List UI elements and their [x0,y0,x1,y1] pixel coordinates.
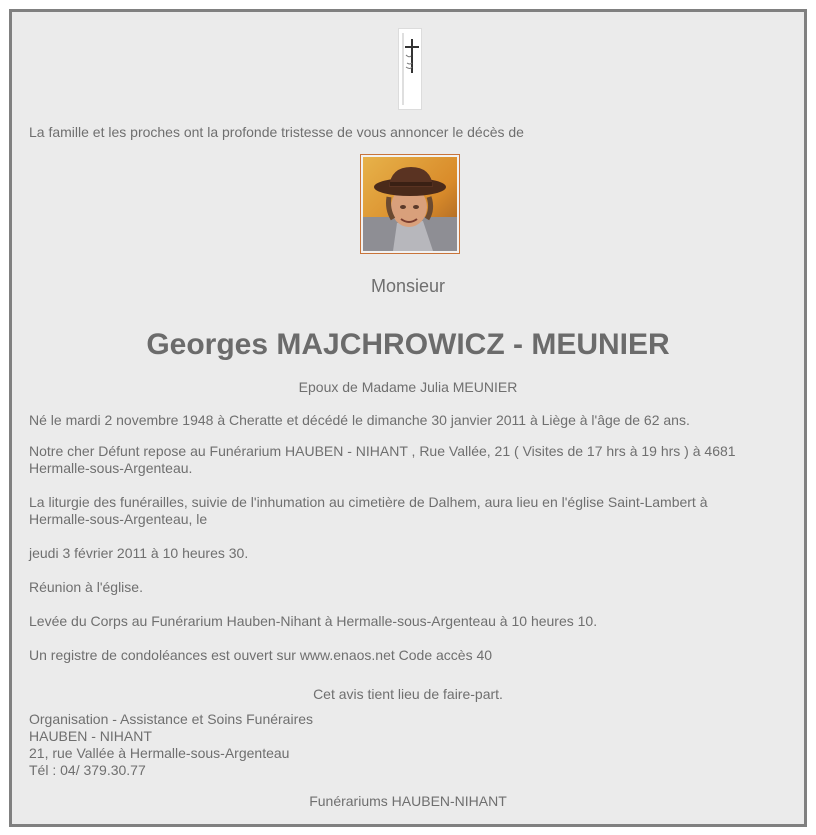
portrait-photo [360,154,460,254]
birth-death-text: Né le mardi 2 novembre 1948 à Cheratte et décédé le dimanche 30 janvier 2011 à Liège à l'âge de 62 ans. [29,412,690,428]
honorific: Monsieur [370,276,446,296]
obituary-card [9,9,807,827]
spouse-line: Epoux de Madame Julia MEUNIER [298,379,518,395]
liturgy-text: La liturgie des funérailles, suivie de l'inhumation au cimetière de Dalhem, aura lieu en l'église Saint-Lambert à Hermalle-sous-Argenteau, le [29,494,708,527]
levee-text: Levée du Corps au Funérarium Hauben-Nihant à Hermalle-sous-Argenteau à 10 heures 10. [29,613,598,629]
organisation-line: 21, rue Vallée à Hermalle-sous-Argenteau [29,745,290,761]
faire-part-text: Cet avis tient lieu de faire-part. [313,686,503,702]
organisation-block [29,711,769,779]
ceremony-date: jeudi 3 février 2011 à 10 heures 30. [29,545,249,561]
organisation-line: Organisation - Assistance et Soins Funéraires [29,711,314,727]
footer-text: Funérariums HAUBEN-NIHANT [309,793,507,809]
meeting-text: Réunion à l'église. [29,579,143,595]
deceased-name: Georges MAJCHROWICZ - MEUNIER [146,328,670,361]
cross-icon [398,28,422,110]
organisation-line: HAUBEN - NIHANT [29,728,152,744]
condolence-register-text: Un registre de condoléances est ouvert sur www.enaos.net Code accès 40 [29,647,493,663]
intro-text: La famille et les proches ont la profonde tristesse de vous annoncer le décès de [29,124,524,140]
organisation-line: Tél : 04/ 379.30.77 [29,762,146,778]
repose-text: Notre cher Défunt repose au Funérarium HAUBEN - NIHANT , Rue Vallée, 21 ( Visites de 17 hrs à 19 hrs ) à 4681 Hermalle-sous-Argenteau. [29,443,736,476]
